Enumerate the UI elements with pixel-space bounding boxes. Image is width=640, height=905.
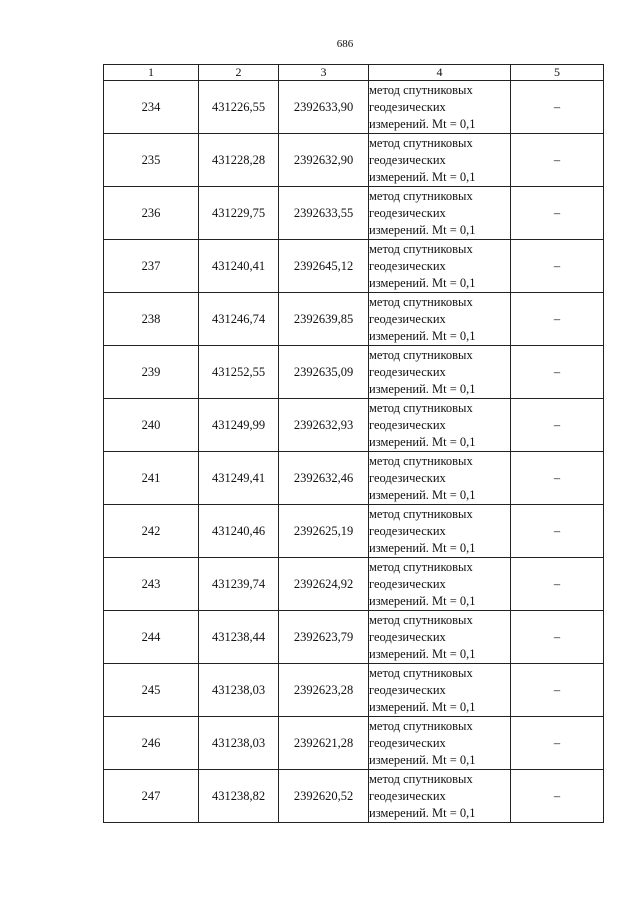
- column-header-5: 5: [511, 65, 604, 81]
- point-number-cell: 235: [104, 134, 199, 187]
- table-row: [104, 399, 604, 452]
- method-text-line: измерений. Mt = 0,1: [369, 752, 476, 767]
- method-text-line: измерений. Mt = 0,1: [369, 116, 476, 131]
- coordinates-table: [103, 64, 604, 823]
- column-header-4: 4: [369, 65, 511, 81]
- method-text-line: геодезических: [369, 258, 446, 273]
- method-text-line: измерений. Mt = 0,1: [369, 328, 476, 343]
- table-row: [104, 664, 604, 717]
- table-row: [104, 452, 604, 505]
- method-cell: [369, 558, 511, 611]
- table-row: [104, 134, 604, 187]
- method-text-line: геодезических: [369, 523, 446, 538]
- point-number-cell: 234: [104, 81, 199, 134]
- y-coordinate-cell: 2392633,55: [279, 187, 369, 240]
- method-cell: [369, 293, 511, 346]
- x-coordinate-cell: 431238,44: [199, 611, 279, 664]
- table-row: [104, 611, 604, 664]
- table-row: [104, 505, 604, 558]
- y-coordinate-cell: 2392632,90: [279, 134, 369, 187]
- method-text-line: геодезических: [369, 470, 446, 485]
- description-cell: –: [511, 611, 604, 664]
- table-body: [104, 81, 604, 823]
- method-text-line: измерений. Mt = 0,1: [369, 434, 476, 449]
- x-coordinate-cell: 431238,82: [199, 770, 279, 823]
- method-cell: [369, 452, 511, 505]
- method-text-line: метод спутниковых: [369, 188, 473, 203]
- x-coordinate-cell: 431239,74: [199, 558, 279, 611]
- description-cell: –: [511, 558, 604, 611]
- description-cell: –: [511, 664, 604, 717]
- method-text-line: измерений. Mt = 0,1: [369, 593, 476, 608]
- method-text-line: метод спутниковых: [369, 135, 473, 150]
- point-number-cell: 241: [104, 452, 199, 505]
- description-cell: –: [511, 717, 604, 770]
- table-row: [104, 293, 604, 346]
- x-coordinate-cell: 431229,75: [199, 187, 279, 240]
- description-cell: –: [511, 134, 604, 187]
- method-cell: [369, 134, 511, 187]
- table-row: [104, 558, 604, 611]
- y-coordinate-cell: 2392625,19: [279, 505, 369, 558]
- column-header-1: 1: [104, 65, 199, 81]
- method-text-line: геодезических: [369, 152, 446, 167]
- y-coordinate-cell: 2392623,79: [279, 611, 369, 664]
- method-text-line: геодезических: [369, 735, 446, 750]
- method-text-line: геодезических: [369, 417, 446, 432]
- column-header-2: 2: [199, 65, 279, 81]
- method-text-line: геодезических: [369, 205, 446, 220]
- x-coordinate-cell: 431226,55: [199, 81, 279, 134]
- point-number-cell: 238: [104, 293, 199, 346]
- x-coordinate-cell: 431252,55: [199, 346, 279, 399]
- description-cell: –: [511, 770, 604, 823]
- table-row: [104, 187, 604, 240]
- method-text-line: геодезических: [369, 682, 446, 697]
- x-coordinate-cell: 431246,74: [199, 293, 279, 346]
- x-coordinate-cell: 431228,28: [199, 134, 279, 187]
- method-cell: [369, 611, 511, 664]
- description-cell: –: [511, 240, 604, 293]
- column-header-3: 3: [279, 65, 369, 81]
- y-coordinate-cell: 2392623,28: [279, 664, 369, 717]
- x-coordinate-cell: 431249,99: [199, 399, 279, 452]
- method-text-line: измерений. Mt = 0,1: [369, 540, 476, 555]
- description-cell: –: [511, 187, 604, 240]
- method-text-line: геодезических: [369, 311, 446, 326]
- method-text-line: метод спутниковых: [369, 82, 473, 97]
- method-text-line: геодезических: [369, 99, 446, 114]
- y-coordinate-cell: 2392620,52: [279, 770, 369, 823]
- method-text-line: измерений. Mt = 0,1: [369, 381, 476, 396]
- point-number-cell: 242: [104, 505, 199, 558]
- point-number-cell: 246: [104, 717, 199, 770]
- x-coordinate-cell: 431240,41: [199, 240, 279, 293]
- point-number-cell: 247: [104, 770, 199, 823]
- method-cell: [369, 240, 511, 293]
- method-cell: [369, 81, 511, 134]
- method-text-line: метод спутниковых: [369, 453, 473, 468]
- x-coordinate-cell: 431240,46: [199, 505, 279, 558]
- description-cell: –: [511, 399, 604, 452]
- table-row: [104, 240, 604, 293]
- method-text-line: измерений. Mt = 0,1: [369, 805, 476, 820]
- point-number-cell: 245: [104, 664, 199, 717]
- method-cell: [369, 770, 511, 823]
- point-number-cell: 236: [104, 187, 199, 240]
- method-cell: [369, 505, 511, 558]
- method-text-line: измерений. Mt = 0,1: [369, 169, 476, 184]
- table-header-row: [104, 65, 604, 81]
- method-text-line: метод спутниковых: [369, 665, 473, 680]
- description-cell: –: [511, 293, 604, 346]
- method-text-line: метод спутниковых: [369, 241, 473, 256]
- point-number-cell: 239: [104, 346, 199, 399]
- method-cell: [369, 399, 511, 452]
- table-row: [104, 81, 604, 134]
- description-cell: –: [511, 505, 604, 558]
- method-cell: [369, 664, 511, 717]
- method-text-line: метод спутниковых: [369, 718, 473, 733]
- method-text-line: измерений. Mt = 0,1: [369, 487, 476, 502]
- page-number: 686: [336, 38, 354, 50]
- y-coordinate-cell: 2392621,28: [279, 717, 369, 770]
- y-coordinate-cell: 2392633,90: [279, 81, 369, 134]
- method-text-line: геодезических: [369, 788, 446, 803]
- method-text-line: геодезических: [369, 629, 446, 644]
- method-text-line: измерений. Mt = 0,1: [369, 222, 476, 237]
- method-text-line: метод спутниковых: [369, 400, 473, 415]
- y-coordinate-cell: 2392635,09: [279, 346, 369, 399]
- table-row: [104, 717, 604, 770]
- table-row: [104, 346, 604, 399]
- method-text-line: метод спутниковых: [369, 559, 473, 574]
- y-coordinate-cell: 2392632,46: [279, 452, 369, 505]
- y-coordinate-cell: 2392632,93: [279, 399, 369, 452]
- method-text-line: измерений. Mt = 0,1: [369, 275, 476, 290]
- table-row: [104, 770, 604, 823]
- method-text-line: метод спутниковых: [369, 294, 473, 309]
- point-number-cell: 237: [104, 240, 199, 293]
- y-coordinate-cell: 2392624,92: [279, 558, 369, 611]
- method-text-line: измерений. Mt = 0,1: [369, 699, 476, 714]
- point-number-cell: 243: [104, 558, 199, 611]
- method-text-line: метод спутниковых: [369, 612, 473, 627]
- method-text-line: метод спутниковых: [369, 771, 473, 786]
- description-cell: –: [511, 81, 604, 134]
- description-cell: –: [511, 346, 604, 399]
- method-text-line: измерений. Mt = 0,1: [369, 646, 476, 661]
- method-cell: [369, 717, 511, 770]
- x-coordinate-cell: 431238,03: [199, 664, 279, 717]
- method-text-line: геодезических: [369, 576, 446, 591]
- x-coordinate-cell: 431238,03: [199, 717, 279, 770]
- point-number-cell: 244: [104, 611, 199, 664]
- method-text-line: метод спутниковых: [369, 506, 473, 521]
- y-coordinate-cell: 2392639,85: [279, 293, 369, 346]
- y-coordinate-cell: 2392645,12: [279, 240, 369, 293]
- method-text-line: метод спутниковых: [369, 347, 473, 362]
- method-cell: [369, 346, 511, 399]
- method-cell: [369, 187, 511, 240]
- method-text-line: геодезических: [369, 364, 446, 379]
- point-number-cell: 240: [104, 399, 199, 452]
- description-cell: –: [511, 452, 604, 505]
- x-coordinate-cell: 431249,41: [199, 452, 279, 505]
